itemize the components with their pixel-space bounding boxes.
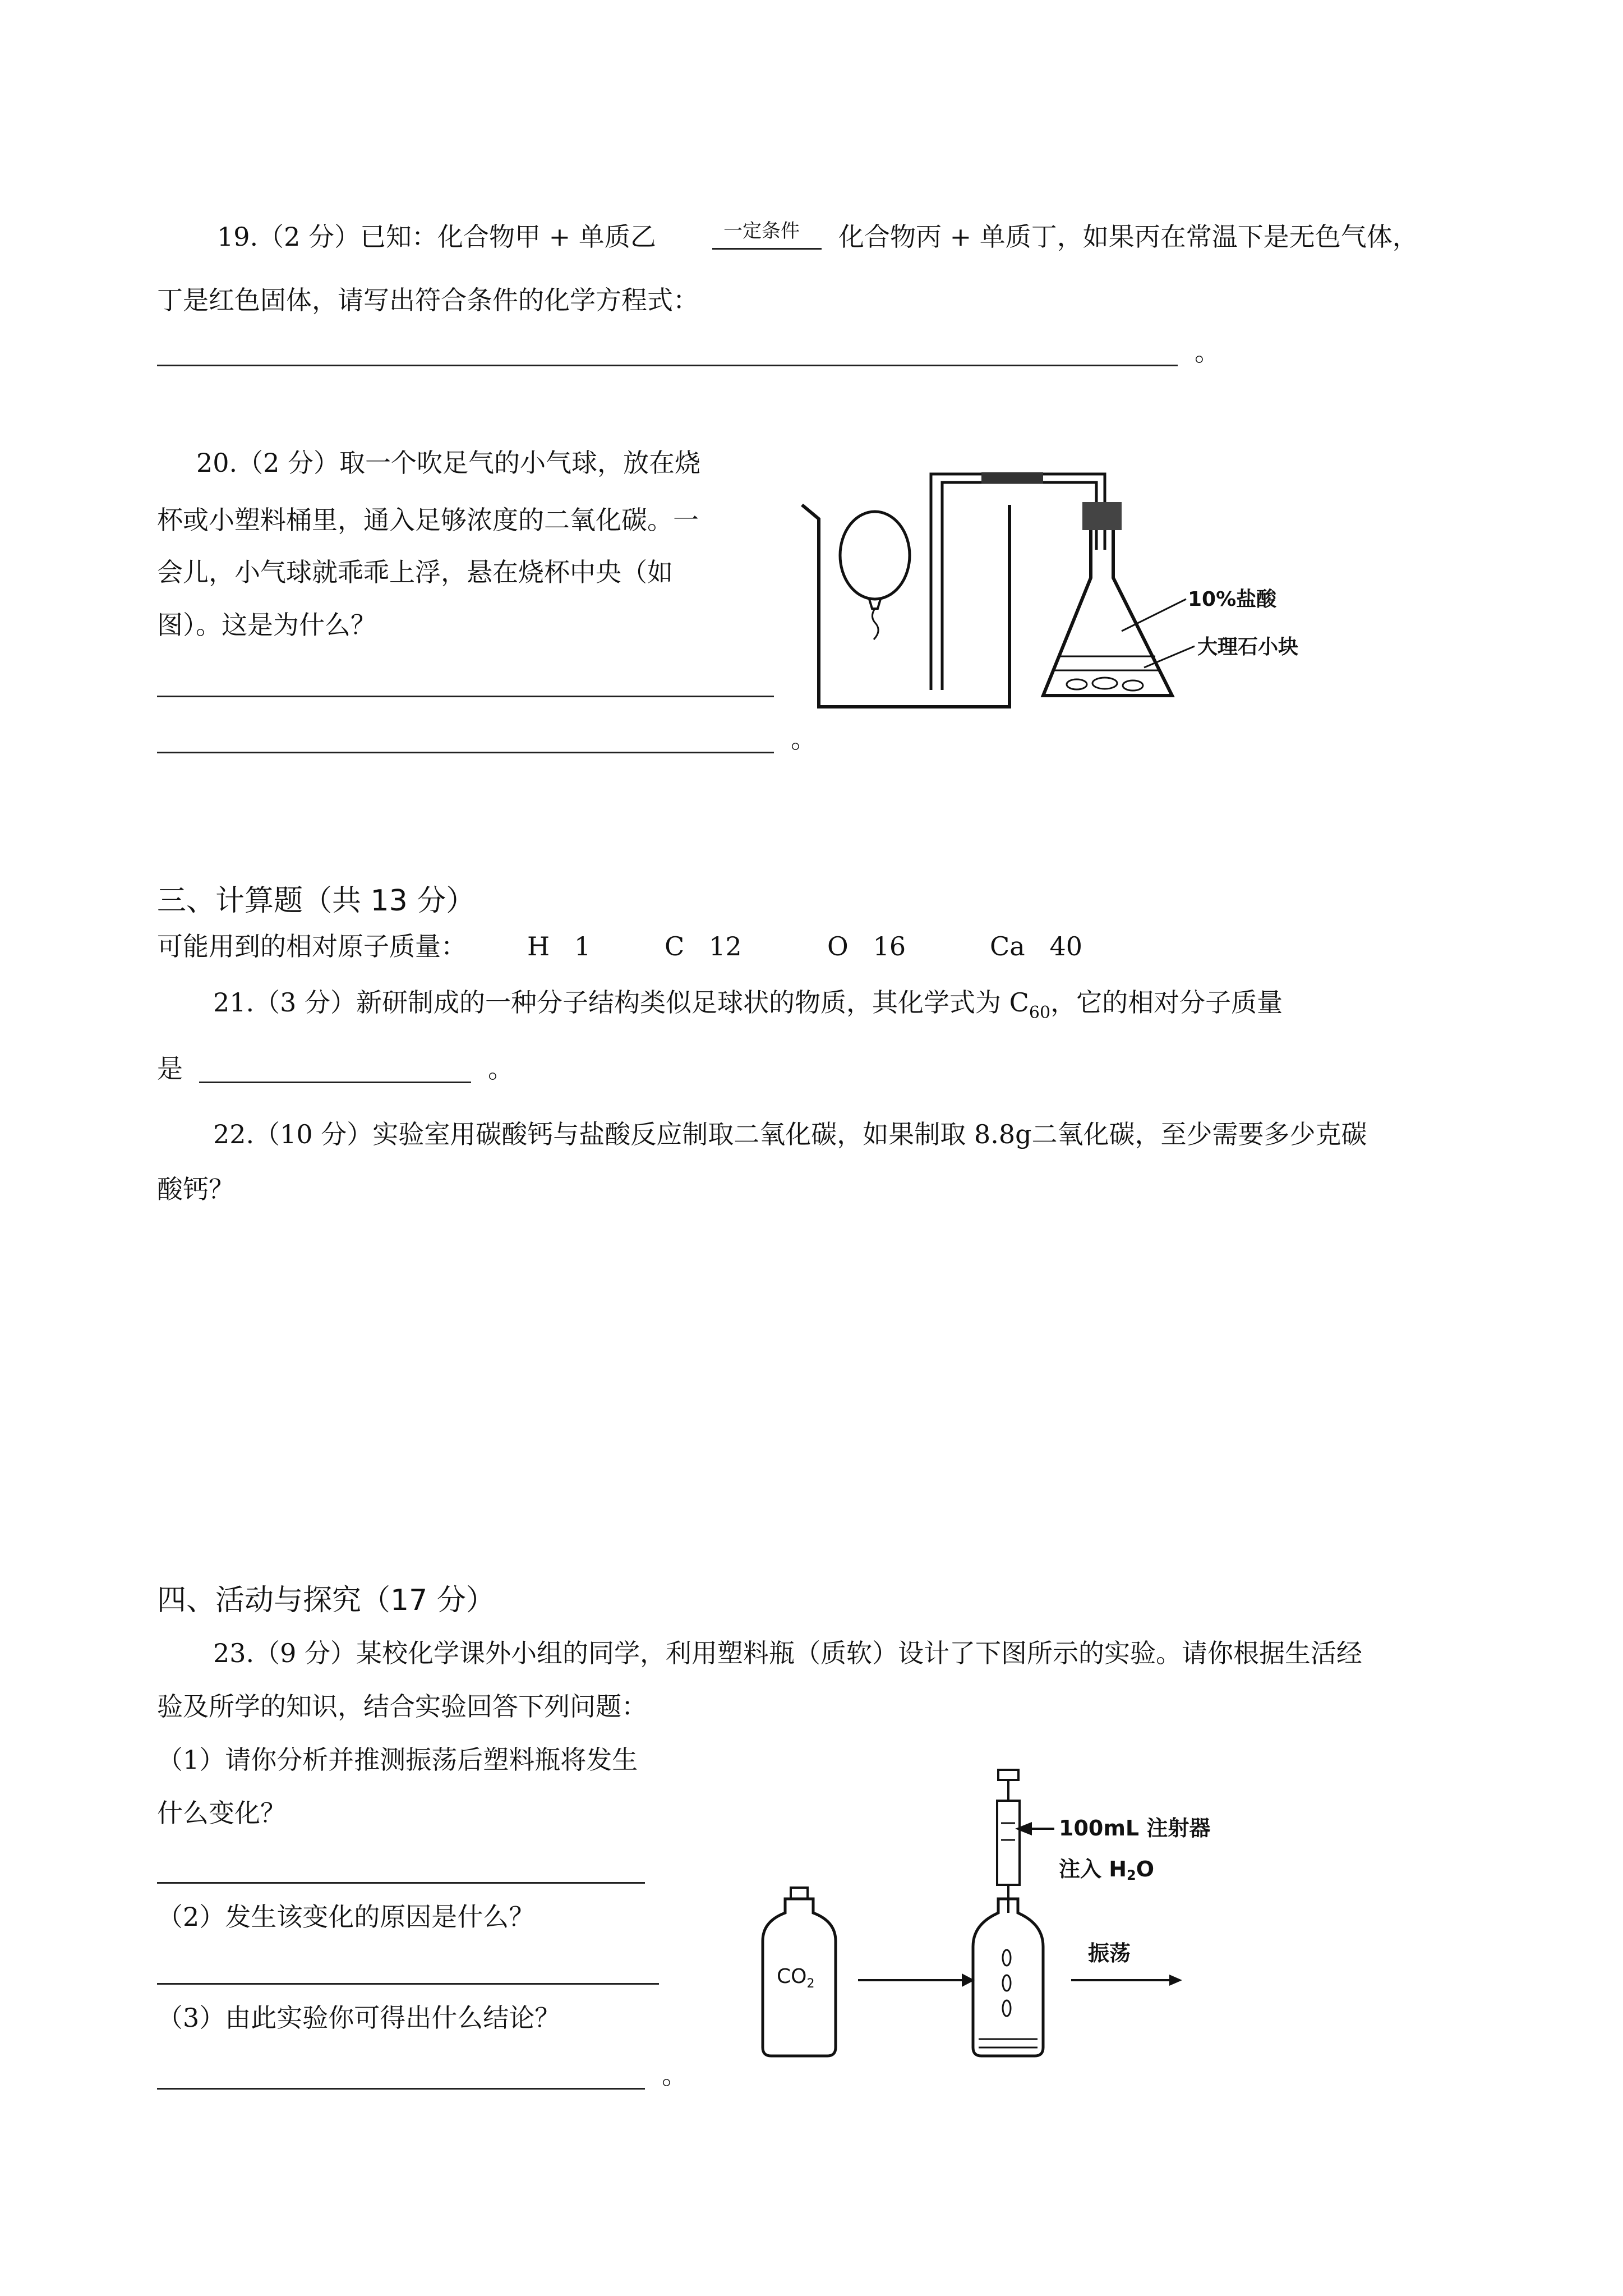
section4-title: 四、活动与探究（17 分） (157, 1584, 495, 1617)
q19-line1 (217, 222, 656, 252)
q19-end: 。 (1195, 337, 1220, 367)
syringe-icon (998, 1770, 1018, 1780)
shake-label: 振荡 (1088, 1941, 1131, 1966)
co2-label: $CO_2$ (777, 1965, 815, 1991)
q20-line-2: 杯或小塑料桶里，通入足够浓度的二氧化碳。一 (157, 505, 699, 535)
q20-line-4: 图）。这是为什么？ (157, 610, 376, 640)
q21-line1: 21.（3 分）新研制成的一种分子结构类似足球状的物质，其化学式为 $C_{60}$，它的相对分子质量 (213, 987, 1283, 1023)
syringe-label: 100mL 注射器 (1059, 1816, 1211, 1841)
q20-end: 。 (791, 724, 817, 754)
q23-sub3: （3）由此实验你可得出什么结论？ (157, 2003, 561, 2033)
inject-label: 注入 H2O (1059, 1857, 1155, 1883)
q23-answer-line-3[interactable] (157, 2088, 645, 2090)
q23-line1: 23.（9 分）某校化学课外小组的同学，利用塑料瓶（质软）设计了下图所示的实验。请你根据生活经 (213, 1638, 1363, 1668)
q19-answer-line[interactable] (157, 365, 1178, 366)
q23-answer-line-2[interactable] (157, 1983, 659, 1985)
q20-answer-line-2[interactable] (157, 752, 774, 753)
q20-figure (785, 449, 1346, 718)
delivery-tube (931, 474, 1094, 690)
label-marble: 大理石小块 (1197, 636, 1299, 659)
q22-line1: 22.（10 分）实验室用碳酸钙与盐酸反应制取二氧化碳，如果制取 8.8g二氧化碳，至少需要多少克碳 (213, 1119, 1367, 1149)
q19-arrow-line (712, 248, 822, 250)
atomic-masses (157, 931, 467, 962)
q21-end: 。 (488, 1053, 514, 1084)
q23-end: 。 (662, 2060, 688, 2090)
q20-answer-line-1[interactable] (157, 696, 774, 697)
q19-part2: 化合物丙 + 单质丁，如果丙在常温下是无色气体， (838, 222, 1418, 252)
q19-condition: 一定条件 (723, 220, 800, 242)
q23-sub1b: 什么变化？ (157, 1798, 286, 1828)
q23-line2: 验及所学的知识，结合实验回答下列问题： (157, 1691, 647, 1722)
shaken-bottle (973, 1899, 1043, 2056)
mass-O: O 16 (827, 931, 906, 961)
q23-sub1a: （1）请你分析并推测振荡后塑料瓶将发生 (157, 1745, 638, 1775)
q19-line2: 丁是红色固体，请写出符合条件的化学方程式： (157, 285, 699, 315)
q21-subscript: 60 (1029, 1003, 1051, 1023)
q23-sub2: （2）发生该变化的原因是什么？ (157, 1902, 535, 1932)
q20-line-3: 会儿，小气球就乖乖上浮，悬在烧杯中央（如 (157, 557, 673, 587)
mass-H: H 1 (527, 931, 591, 961)
label-acid: 10%盐酸 (1188, 588, 1277, 611)
masses-label: 可能用到的相对原子质量： (157, 931, 467, 961)
section3-title: 三、计算题（共 13 分） (157, 884, 476, 918)
q22-line2: 酸钙？ (157, 1174, 234, 1204)
balloon-icon (840, 512, 910, 599)
q20-line-1: 20.（2 分）取一个吹足气的小气球，放在烧 (196, 448, 701, 478)
q21-answer-line[interactable] (199, 1082, 471, 1083)
q23-answer-line-1[interactable] (157, 1882, 645, 1884)
mass-Ca: Ca 40 (990, 931, 1083, 961)
stopper (1082, 502, 1122, 530)
q19-part1: 19.（2 分）已知：化合物甲 + 单质乙 (217, 222, 656, 252)
mass-C: C 12 (665, 931, 742, 961)
q21-line2: 是 (157, 1053, 183, 1084)
q23-figure (751, 1767, 1256, 2070)
